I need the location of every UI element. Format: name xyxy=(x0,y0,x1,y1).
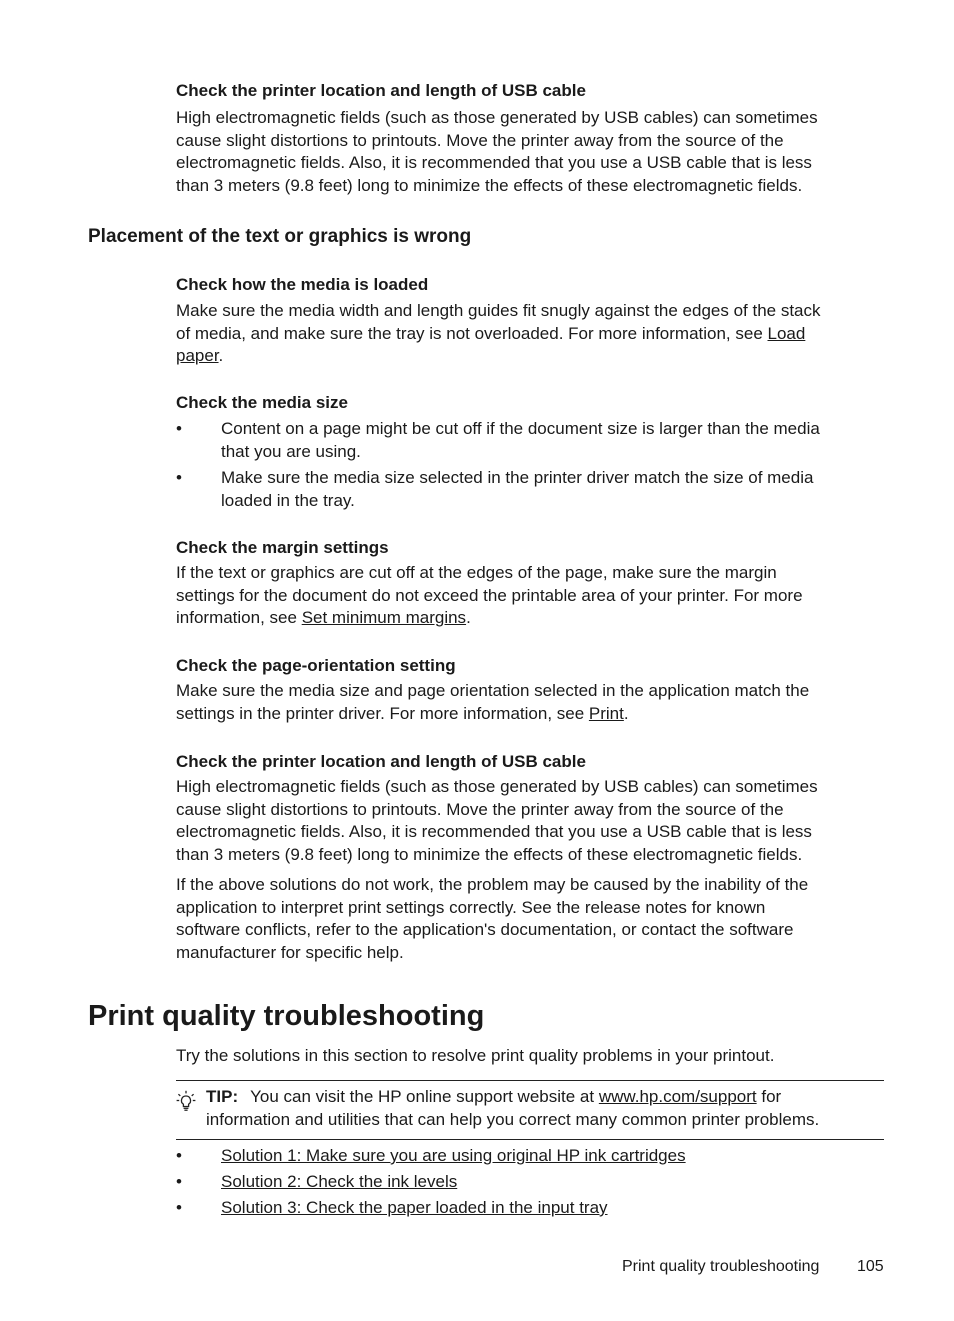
tip-label: TIP: xyxy=(206,1087,239,1106)
usb-cable-paragraph: High electromagnetic fields (such as those generated by USB cables) can sometimes cause slight distortions to printouts. Move the printer away from the source of the electromagnetic fields. Also, it is recommended that you use a USB cable that is less than 3 meters (9.8 feet) long to minimize the effects of these electromagnetic fields. xyxy=(176,777,818,864)
tip-text: TIP: You can visit the HP online support website at www.hp.com/support for information and utilities that can help you correct many common printer problems. xyxy=(206,1087,820,1129)
hp-support-link[interactable]: www.hp.com/support xyxy=(598,1087,757,1106)
solution-list-item xyxy=(176,1197,881,1221)
media-size-heading: Check the media size xyxy=(176,393,348,412)
media-loaded-heading: Check how the media is loaded xyxy=(176,275,429,294)
usb-cable-heading: Check the printer location and length of USB cable xyxy=(176,752,586,771)
page-number: 105 xyxy=(857,1258,884,1275)
bullet-icon: • xyxy=(176,468,182,487)
page-orientation-heading: Check the page-orientation setting xyxy=(176,656,456,675)
footer-section-name: Print quality troubleshooting xyxy=(622,1258,820,1275)
solution-1-link[interactable]: Solution 1: Make sure you are using original HP ink cartridges xyxy=(221,1146,686,1165)
margin-settings-paragraph: If the text or graphics are cut off at the edges of the page, make sure the margin settings for the document do not exceed the printable area of your printer. For more information, see Set minimum margins. xyxy=(176,563,803,627)
margin-settings-heading: Check the margin settings xyxy=(176,538,389,557)
solution-list-item xyxy=(176,1171,881,1195)
solution-list-item xyxy=(176,1145,881,1169)
bullet-icon: • xyxy=(176,1172,182,1191)
usb-cable-paragraph-top: High electromagnetic fields (such as those generated by USB cables) can sometimes cause slight distortions to printouts. Move the printer away from the source of the electromagnetic fields. Also, it is recommended that you use a USB cable that is less than 3 meters (9.8 feet) long to minimize the effects of these electromagnetic fields. xyxy=(176,108,818,195)
solution-3-link[interactable]: Solution 3: Check the paper loaded in the input tray xyxy=(221,1198,608,1217)
intro-paragraph: Try the solutions in this section to resolve print quality problems in your printout. xyxy=(176,1046,775,1065)
bullet-icon: • xyxy=(176,1198,182,1217)
set-minimum-margins-link[interactable]: Set minimum margins xyxy=(301,608,467,627)
media-loaded-paragraph: Make sure the media width and length guides fit snugly against the edges of the stack of media, and make sure the tray is not overloaded. For more information, see Load paper. xyxy=(176,301,821,365)
tip-box xyxy=(176,1080,884,1140)
list-item: • Content on a page might be cut off if the document size is larger than the media that you are using. xyxy=(176,419,820,461)
placement-section-heading: Placement of the text or graphics is wrong xyxy=(88,226,472,247)
bullet-icon: • xyxy=(176,1146,182,1165)
list-item: • Make sure the media size selected in the printer driver match the size of media loaded in the tray. xyxy=(176,468,814,510)
load-paper-link[interactable]: Load xyxy=(767,323,806,343)
solution-2-link[interactable]: Solution 2: Check the ink levels xyxy=(221,1172,458,1191)
bullet-icon: • xyxy=(176,419,182,438)
lightbulb-icon xyxy=(176,1090,196,1112)
load-paper-link-continued[interactable]: paper xyxy=(176,346,219,365)
page-orientation-paragraph: Make sure the media size and page orientation selected in the application match the settings in the printer driver. For more information, see Print. xyxy=(176,681,810,723)
print-link[interactable]: Print xyxy=(588,703,624,723)
closing-paragraph: If the above solutions do not work, the problem may be caused by the inability of the application to interpret print settings correctly. See the release notes for known software conflicts, refer to the application's documentation, or contact the software manufacturer for specific help. xyxy=(176,875,809,962)
page-title: Print quality troubleshooting xyxy=(88,1000,485,1032)
usb-cable-heading-top: Check the printer location and length of USB cable xyxy=(176,81,586,100)
